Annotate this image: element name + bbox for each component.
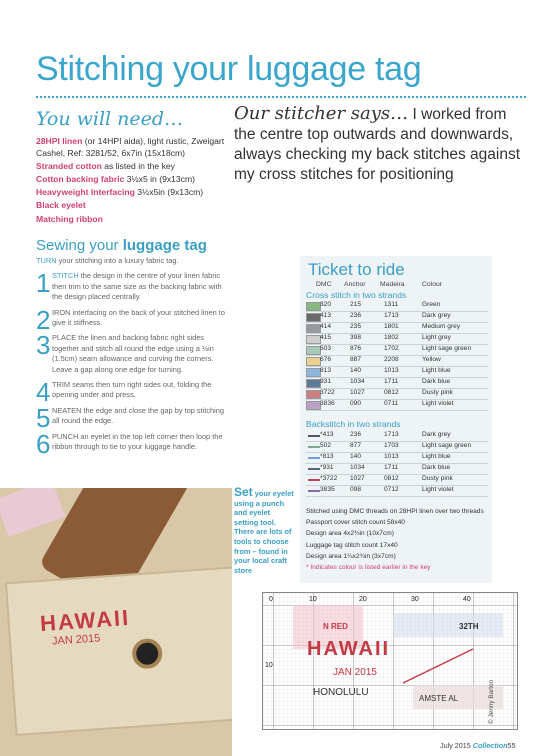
step-number: 2 xyxy=(36,304,51,335)
eyelet-tip-text: your eyelet using a punch and eyelet setting tool. There are lots of tools to choose from – found in your local craft store xyxy=(234,489,294,575)
key-colour: Yellow xyxy=(422,356,441,363)
key-anchor: 1027 xyxy=(350,389,365,396)
key-row xyxy=(306,452,488,463)
sewing-intro-lead: TURN xyxy=(36,256,57,265)
key-colour: Light blue xyxy=(422,453,451,460)
page-title: Stitching your luggage tag xyxy=(36,50,422,88)
sewing-step-5 xyxy=(36,402,230,433)
colour-swatch xyxy=(306,368,321,377)
key-colour: Dark blue xyxy=(422,378,451,385)
needs-item-interfacing xyxy=(36,187,234,199)
step-text: TRIM seams then turn right sides out, folding the opening under and press. xyxy=(52,380,212,400)
stitch-notes xyxy=(306,506,488,573)
key-madeira: 1703 xyxy=(384,442,399,449)
cross-stitch-heading: Cross stitch in two strands xyxy=(306,290,407,300)
key-anchor: 1027 xyxy=(350,475,365,482)
backstitch-line xyxy=(308,468,320,470)
key-madeira: 1702 xyxy=(384,345,399,352)
title-divider xyxy=(36,96,526,98)
backstitch-line xyxy=(308,479,320,481)
thread-key xyxy=(300,256,492,583)
key-colour: Dark grey xyxy=(422,312,451,319)
needs-item-detail: 3½x5 in (9x13cm) xyxy=(124,173,196,184)
key-colour: Dusty pink xyxy=(422,475,453,482)
needs-item-eyelet xyxy=(36,200,234,212)
key-colour: Dark grey xyxy=(422,431,451,438)
key-anchor: 887 xyxy=(350,356,362,363)
key-dmc: 3722 xyxy=(320,389,335,396)
stitcher-says-text: I worked from the centre top outwards and downwards, always checking my back stitches against my cross stitches for positioning xyxy=(234,106,521,183)
needs-item-name: Black eyelet xyxy=(36,200,86,211)
key-row xyxy=(306,474,488,485)
key-dmc: *931 xyxy=(320,464,334,471)
key-dmc: 415 xyxy=(320,334,332,341)
sewing-intro-text: your stitching into a luxury fabric tag. xyxy=(56,256,179,265)
backstitch-line xyxy=(308,457,320,459)
chart-graphic xyxy=(263,593,517,729)
colour-swatch xyxy=(306,324,321,333)
key-madeira: 1013 xyxy=(384,367,399,374)
key-dmc: 503 xyxy=(320,345,332,352)
chart-word-hawaii: HAWAII xyxy=(307,638,391,660)
chart-word-date: JAN 2015 xyxy=(333,667,377,678)
footer-date: July 2015 xyxy=(440,741,471,750)
chart-word-flight: 32TH xyxy=(459,622,479,631)
key-colour: Light grey xyxy=(422,334,451,341)
key-row xyxy=(306,485,488,496)
key-anchor: 1034 xyxy=(350,464,365,471)
chart-tick-30: 30 xyxy=(411,596,419,603)
stitched-date-text: JAN 2015 xyxy=(51,632,101,648)
note-asterisk: * Indicates colour is listed earlier in the key xyxy=(306,564,431,572)
key-anchor: 235 xyxy=(350,323,362,330)
key-colour: Light violet xyxy=(422,486,454,493)
key-row xyxy=(306,355,488,366)
sewing-heading-plain: Sewing your xyxy=(36,237,123,254)
key-row xyxy=(306,399,488,410)
key-anchor: 140 xyxy=(350,367,362,374)
key-anchor: 876 xyxy=(350,345,362,352)
key-colour: Light sage green xyxy=(422,442,472,449)
key-anchor: 877 xyxy=(350,442,362,449)
key-row xyxy=(306,388,488,399)
needs-item-name: 28HPI linen xyxy=(36,136,83,146)
step-text: PUNCH an eyelet in the top left corner then loop the ribbon through to tie to your luggage handle. xyxy=(52,431,223,452)
footer-page-number: 55 xyxy=(507,741,516,750)
key-dmc: 414 xyxy=(320,323,332,330)
needs-item-name: Matching ribbon xyxy=(36,213,103,224)
key-madeira: 1713 xyxy=(384,431,399,438)
eyelet-tip xyxy=(234,485,296,575)
ribbon xyxy=(0,488,65,537)
key-row xyxy=(306,430,488,441)
step-text: NEATEN the edge and close the gap by top stitching all round the edge. xyxy=(52,405,225,426)
backstitch-line xyxy=(308,446,320,448)
you-will-need-heading: You will need… xyxy=(36,108,184,130)
key-anchor: 098 xyxy=(350,486,362,493)
step-text: PLACE the linen and backing fabric right sides together and stitch all round the edge using a ½in (1.5cm) seam allowance and curving the corners. Leave a gap along one edge for turning. xyxy=(52,333,214,374)
key-madeira: 1013 xyxy=(384,453,399,460)
key-madeira: 1713 xyxy=(384,312,399,319)
colour-swatch xyxy=(306,335,321,344)
key-colour: Light blue xyxy=(422,367,451,374)
key-madeira: 1311 xyxy=(384,301,399,308)
key-dmc: 676 xyxy=(320,356,332,363)
step-number: 3 xyxy=(36,330,51,361)
colour-swatch xyxy=(306,357,321,366)
key-dmc: 813 xyxy=(320,367,332,374)
key-anchor: 090 xyxy=(350,400,362,407)
key-madeira: 2208 xyxy=(384,356,399,363)
colour-swatch xyxy=(306,401,321,410)
key-row xyxy=(306,344,488,355)
note-threads: Stitched using DMC threads on 28HPI linen over two threads xyxy=(306,508,484,515)
sewing-intro xyxy=(36,256,230,266)
note-tag-area: Design area 1¼x2¾in (3x7cm) xyxy=(306,552,396,560)
key-row xyxy=(306,366,488,377)
chart-tick-20: 20 xyxy=(359,596,367,603)
key-anchor: 1034 xyxy=(350,378,365,385)
step-text: IRON interfacing on the back of your stitched linen to give it stiffness. xyxy=(52,307,225,328)
chart-tick-10: 10 xyxy=(309,596,317,603)
key-anchor: 140 xyxy=(350,453,362,460)
chart-tick-40: 40 xyxy=(463,596,471,603)
backstitch-line xyxy=(308,435,320,437)
key-row xyxy=(306,463,488,474)
key-madeira: 1711 xyxy=(384,378,399,385)
page-footer xyxy=(440,741,516,750)
needs-item-ribbon xyxy=(36,214,234,226)
key-dmc: 502 xyxy=(320,442,332,449)
colour-swatch xyxy=(306,346,321,355)
sewing-heading xyxy=(36,236,230,255)
needs-item-name: Stranded cotton xyxy=(36,160,102,171)
sewing-step-2 xyxy=(36,304,230,335)
key-anchor: 236 xyxy=(350,431,362,438)
column-colour: Colour xyxy=(422,281,443,288)
key-colour: Light violet xyxy=(422,400,454,407)
chart-word-honolulu: HONOLULU xyxy=(313,687,369,698)
backstitch-line xyxy=(308,490,320,492)
sewing-heading-bold: luggage tag xyxy=(122,237,207,254)
chart-word-amster: AMSTE AL xyxy=(419,694,459,703)
key-madeira: 1802 xyxy=(384,334,399,341)
key-madeira: 0712 xyxy=(384,486,399,493)
sewing-step-1 xyxy=(36,268,230,302)
needs-item-name: Cotton backing fabric xyxy=(36,173,125,184)
step-lead: STITCH xyxy=(52,271,79,281)
chart-side-10: 10 xyxy=(265,662,273,669)
sewing-step-3 xyxy=(36,330,230,375)
sewing-step-6 xyxy=(36,428,230,459)
key-row xyxy=(306,333,488,344)
backstitch-heading: Backstitch in two strands xyxy=(306,419,401,429)
eyelet-tip-lead: Set xyxy=(234,485,253,499)
key-madeira: 0812 xyxy=(384,475,399,482)
key-dmc: *413 xyxy=(320,431,334,438)
column-dmc: DMC xyxy=(316,281,332,288)
needs-item-detail: as listed in the key xyxy=(101,160,175,171)
colour-swatch xyxy=(306,302,321,311)
stitcher-says-quote xyxy=(234,104,524,185)
key-anchor: 215 xyxy=(350,301,362,308)
photo-credit xyxy=(488,600,500,726)
step-number: 6 xyxy=(36,428,51,459)
note-tag-count: Luggage tag stitch count 17x40 xyxy=(306,541,398,549)
key-row xyxy=(306,377,488,388)
you-will-need-box xyxy=(36,108,234,227)
step-text: the design in the centre of your linen fabric then trim to the same size as the backing fabric with the design placed centrally. xyxy=(52,271,222,302)
key-row xyxy=(306,322,488,333)
colour-swatch xyxy=(306,313,321,322)
needs-item-detail: 3½x5in (9x13cm) xyxy=(134,187,204,198)
note-passport-count: Passport cover stitch count 58x40 xyxy=(306,519,405,527)
key-colour: Dusty pink xyxy=(422,389,453,396)
eyelet xyxy=(131,638,163,670)
needs-item-detail: (or 14HPI aida), light rustic, Zweigart Cashel, Ref: 3281/52, 6x7in (15x18cm) xyxy=(36,136,225,158)
key-colour: Light sage green xyxy=(422,345,472,352)
needs-item-name: Heavyweight Interfacing xyxy=(36,187,135,198)
footer-brand: Collection xyxy=(472,741,508,750)
column-madeira: Madeira xyxy=(380,281,405,288)
needs-item-linen xyxy=(36,136,234,159)
luggage-tag-photo xyxy=(0,488,232,756)
key-dmc: *3722 xyxy=(320,475,338,482)
luggage-tag xyxy=(5,566,232,736)
stitcher-says-heading: Our stitcher says… xyxy=(234,103,409,124)
key-madeira: 0711 xyxy=(384,400,399,407)
key-row xyxy=(306,311,488,322)
key-madeira: 0812 xyxy=(384,389,399,396)
key-row xyxy=(306,300,488,311)
note-passport-area: Design area 4x2¾in (10x7cm) xyxy=(306,530,394,538)
thread-key-title: Ticket to ride xyxy=(308,260,405,279)
key-anchor: 236 xyxy=(350,312,362,319)
sewing-instructions xyxy=(36,236,230,459)
key-madeira: 1801 xyxy=(384,323,399,330)
stitched-hawaii-text: HAWAII xyxy=(39,604,131,637)
key-dmc: 413 xyxy=(320,312,332,319)
key-row-divider xyxy=(306,410,488,411)
key-colour: Green xyxy=(422,301,441,308)
photo-credit-text: © Jenny Barton xyxy=(488,679,495,724)
key-colour: Medium grey xyxy=(422,323,461,330)
sewing-step-4 xyxy=(36,377,230,408)
chart-tick-0: 0 xyxy=(269,596,273,603)
key-dmc: 3835 xyxy=(320,486,335,493)
key-row xyxy=(306,441,488,452)
cross-stitch-chart xyxy=(262,592,518,730)
key-dmc: 931 xyxy=(320,378,332,385)
needs-item-backing xyxy=(36,174,234,186)
colour-swatch xyxy=(306,379,321,388)
colour-swatch xyxy=(306,390,321,399)
needs-item-cotton xyxy=(36,161,234,173)
chart-flight-area xyxy=(393,613,503,637)
key-colour: Dark blue xyxy=(422,464,451,471)
key-madeira: 1711 xyxy=(384,464,399,471)
step-number: 5 xyxy=(36,402,51,433)
key-row-divider xyxy=(306,496,488,497)
column-anchor: Anchor xyxy=(344,281,366,288)
key-dmc: 3836 xyxy=(320,400,335,407)
chart-word-red: N RED xyxy=(323,622,348,631)
key-dmc: *813 xyxy=(320,453,334,460)
key-anchor: 398 xyxy=(350,334,362,341)
step-number: 1 xyxy=(36,268,51,299)
key-dmc: 320 xyxy=(320,301,332,308)
step-number: 4 xyxy=(36,377,51,408)
